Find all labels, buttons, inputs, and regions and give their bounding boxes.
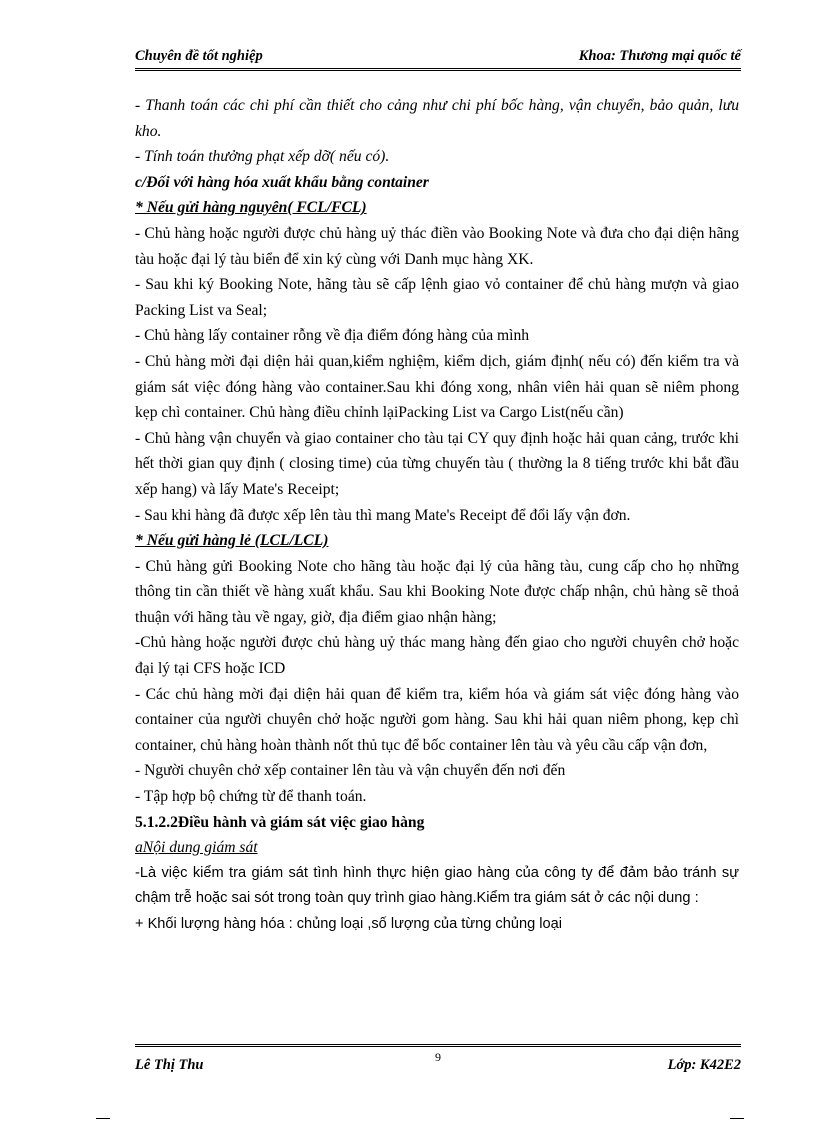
crop-mark <box>96 1110 110 1119</box>
paragraph: - Tính toán thưởng phạt xếp dỡ( nếu có). <box>135 148 390 166</box>
footer-author: Lê Thị Thu <box>135 1057 204 1073</box>
paragraph: - Các chủ hàng mời đại diện hải quan để kiểm tra, kiểm hóa và giám sát việc đóng hàng vào container của người chuyên chở hoặc người gom hàng. Sau khi hải quan niêm phong, kẹp chì container, chủ hàng hoàn thành nốt thủ tục để bốc container lên tàu và yêu cầu cấp vận đơn, <box>135 685 739 754</box>
paragraph: - Chủ hàng vận chuyển và giao container cho tàu tại CY quy định hoặc hải quan cảng, trước khi hết thời gian quy định ( closing time) của từng chuyến tàu ( thường la 8 tiếng trước khi bắt đầu xếp hang) và lấy Mate's Receipt; <box>135 429 739 498</box>
paragraph: - Sau khi hàng đã được xếp lên tàu thì mang Mate's Receipt để đổi lấy vận đơn. <box>135 506 631 524</box>
page-header <box>135 48 741 71</box>
paragraph: - Chủ hàng gửi Booking Note cho hãng tàu hoặc đại lý của hãng tàu, cung cấp cho họ những thông tin cần thiết về hàng xuất khẩu. Sau khi Booking Note được chấp nhận, chủ hàng sẽ thoả thuận với hãng tàu về ngay, giờ, địa điểm giao nhận hàng; <box>135 557 739 626</box>
paragraph: - Thanh toán các chi phí cần thiết cho cảng như chi phí bốc hàng, vận chuyển, bảo quản, lưu kho. <box>135 97 739 140</box>
subheading-supervision: aNội dung giám sát <box>135 839 258 857</box>
header-right: Khoa: Thương mại quốc tế <box>578 48 741 64</box>
footer-class: Lớp: K42E2 <box>667 1057 741 1073</box>
subheading-fcl: * Nếu gửi hàng nguyên( FCL/FCL) <box>135 199 367 217</box>
paragraph: - Chủ hàng hoặc người được chủ hàng uỷ thác điền vào Booking Note và đưa cho đại diện hãng tàu hoặc đại lý tàu biển để xin ký cùng với Danh mục hàng XK. <box>135 224 739 268</box>
header-left: Chuyên đề tốt nghiệp <box>135 48 263 64</box>
paragraph: - Tập hợp bộ chứng từ để thanh toán. <box>135 788 367 806</box>
paragraph: + Khối lượng hàng hóa : chủng loại ,số lượng của từng chủng loại <box>135 916 562 932</box>
paragraph: -Là việc kiểm tra giám sát tình hình thực hiện giao hàng của công ty để đảm bảo tránh sự chậm trễ hoặc sai sót trong toàn quy trình giao hàng.Kiểm tra giám sát ở các nội dung : <box>135 864 739 907</box>
paragraph: - Chủ hàng mời đại diện hải quan,kiểm nghiệm, kiểm dịch, giám định( nếu có) đến kiểm tra và giám sát việc đóng hàng vào container.Sau khi đóng xong, nhân viên hải quan sẽ niêm phong kẹp chì container. Chủ hàng điều chỉnh lạiPacking List va Cargo List(nếu cần) <box>135 352 739 422</box>
page-footer <box>135 1044 741 1074</box>
paragraph: - Chủ hàng lấy container rỗng về địa điểm đóng hàng của mình <box>135 327 530 345</box>
subheading-lcl: * Nếu gửi hàng lẻ (LCL/LCL) <box>135 532 329 550</box>
page-body <box>135 93 739 938</box>
section-heading: c/Đối với hàng hóa xuất khẩu bằng container <box>135 173 429 191</box>
paragraph: - Người chuyên chở xếp container lên tàu và vận chuyển đến nơi đến <box>135 762 566 780</box>
section-heading: 5.1.2.2Điều hành và giám sát việc giao hàng <box>135 813 425 831</box>
page-number: 9 <box>435 1050 441 1064</box>
crop-mark <box>730 1110 744 1119</box>
paragraph: - Sau khi ký Booking Note, hãng tàu sẽ cấp lệnh giao vỏ container để chủ hàng mượn và giao Packing List va Seal; <box>135 276 739 319</box>
paragraph: -Chủ hàng hoặc người được chủ hàng uỷ thác mang hàng đến giao cho người chuyên chở hoặc đại lý tại CFS hoặc ICD <box>135 634 739 678</box>
